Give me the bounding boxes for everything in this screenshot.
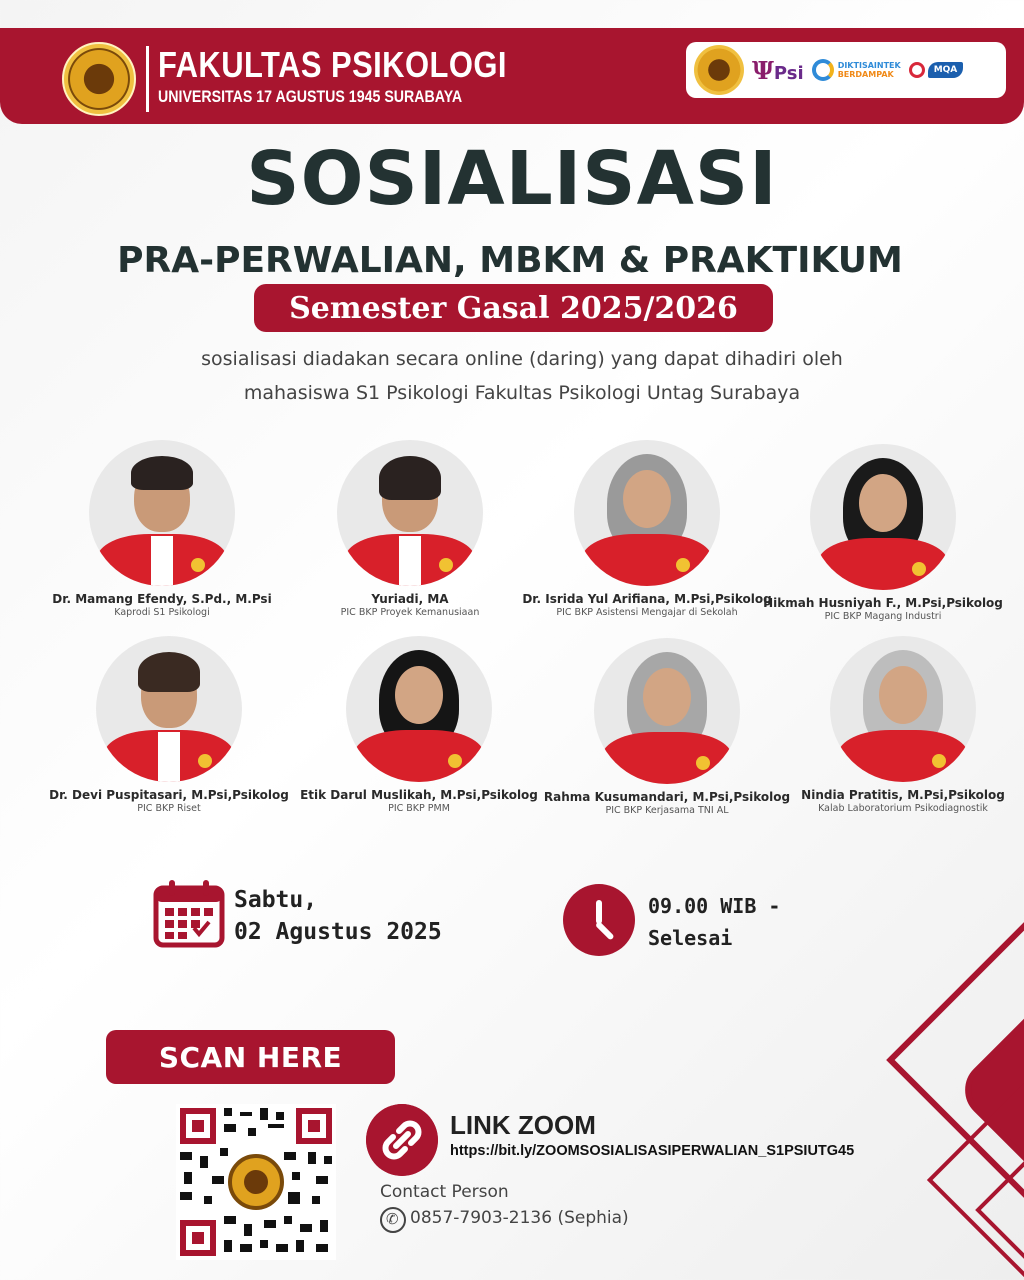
semester-badge: Semester Gasal 2025/2026 xyxy=(254,284,773,332)
speaker-name: Dr. Devi Puspitasari, M.Psi,Psikolog xyxy=(49,788,289,802)
speaker-name: Yuriadi, MA xyxy=(371,592,449,606)
speaker-role: PIC BKP Kerjasama TNI AL xyxy=(605,805,729,816)
speaker-card xyxy=(285,440,535,618)
speaker-photo xyxy=(346,636,492,782)
clock-icon xyxy=(563,884,635,956)
description-line-2: mahasiswa S1 Psikologi Fakultas Psikologi Untag Surabaya xyxy=(243,382,801,404)
diktisaintek-logo: DIKTISAINTEK BERDAMPAK xyxy=(812,59,901,81)
speaker-photo xyxy=(96,636,242,782)
event-day: Sabtu, xyxy=(234,887,318,913)
event-date xyxy=(234,884,442,948)
university-name: UNIVERSITAS 17 AGUSTUS 1945 SURABAYA xyxy=(158,88,463,106)
contact-phone[interactable]: 0857-7903-2136 (Sephia) xyxy=(410,1208,629,1228)
speaker-photo xyxy=(810,444,956,590)
speaker-card xyxy=(294,636,544,814)
mqa-logo: MQA xyxy=(909,62,964,78)
header-bar xyxy=(0,28,1024,124)
speaker-role: PIC BKP Riset xyxy=(137,803,201,814)
speaker-name: Nindia Pratitis, M.Psi,Psikolog xyxy=(801,788,1005,802)
speaker-name: Dr. Mamang Efendy, S.Pd., M.Psi xyxy=(52,592,272,606)
partner-logos xyxy=(686,42,1006,98)
speaker-photo xyxy=(830,636,976,782)
speaker-card xyxy=(37,440,287,618)
speaker-name: Etik Darul Muslikah, M.Psi,Psikolog xyxy=(300,788,538,802)
speaker-name: Rahma Kusumandari, M.Psi,Psikolog xyxy=(543,790,791,804)
event-title: SOSIALISASI xyxy=(246,136,778,222)
event-time xyxy=(648,890,780,954)
speaker-card xyxy=(542,638,792,816)
faculty-title: FAKULTAS PSIKOLOGI xyxy=(158,44,507,85)
description-line-1: sosialisasi diadakan secara online (daring) yang dapat dihadiri oleh xyxy=(201,348,843,370)
speaker-card xyxy=(758,444,1008,622)
header-divider xyxy=(146,46,149,112)
university-seal-icon xyxy=(62,42,136,116)
accreditation-ring-icon xyxy=(909,62,925,78)
speaker-photo xyxy=(594,638,740,784)
psi-logo: Ψ Psi xyxy=(752,55,804,85)
speaker-role: PIC BKP PMM xyxy=(388,803,450,814)
speaker-photo xyxy=(89,440,235,586)
speaker-photo xyxy=(337,440,483,586)
zoom-link-title: LINK ZOOM xyxy=(450,1110,596,1140)
link-icon[interactable] xyxy=(366,1104,438,1176)
speaker-role: PIC BKP Magang Industri xyxy=(824,611,942,622)
speaker-card xyxy=(44,636,294,814)
speaker-role: PIC BKP Proyek Kemanusiaan xyxy=(340,607,480,618)
untag-logo-icon xyxy=(694,45,744,95)
speaker-role: PIC BKP Asistensi Mengajar di Sekolah xyxy=(556,607,738,618)
speaker-card xyxy=(778,636,1024,814)
event-time-end: Selesai xyxy=(648,926,733,950)
speaker-name: Hikmah Husniyah F., M.Psi,Psikolog xyxy=(763,596,1003,610)
qr-code-icon xyxy=(176,1104,336,1260)
speaker-role: Kalab Laboratorium Psikodiagnostik xyxy=(818,803,988,814)
calendar-icon xyxy=(153,878,225,948)
event-date-value: 02 Agustus 2025 xyxy=(234,919,442,945)
event-time-start: 09.00 WIB - xyxy=(648,894,781,918)
contact-person-label: Contact Person xyxy=(380,1182,509,1202)
phone-icon xyxy=(380,1207,406,1233)
speaker-name: Dr. Isrida Yul Arifiana, M.Psi,Psikolog xyxy=(522,592,772,606)
speaker-photo xyxy=(574,440,720,586)
diktisaintek-mark-icon xyxy=(812,59,834,81)
qr-code[interactable] xyxy=(176,1104,336,1260)
speaker-role: Kaprodi S1 Psikologi xyxy=(114,607,210,618)
scan-here-label: SCAN HERE xyxy=(106,1030,395,1084)
event-subtitle: PRA-PERWALIAN, MBKM & PRAKTIKUM xyxy=(117,240,903,281)
speaker-card xyxy=(522,440,772,618)
zoom-link-url[interactable]: https://bit.ly/ZOOMSOSIALISASIPERWALIAN_S1PSIUTG45 xyxy=(450,1143,855,1159)
